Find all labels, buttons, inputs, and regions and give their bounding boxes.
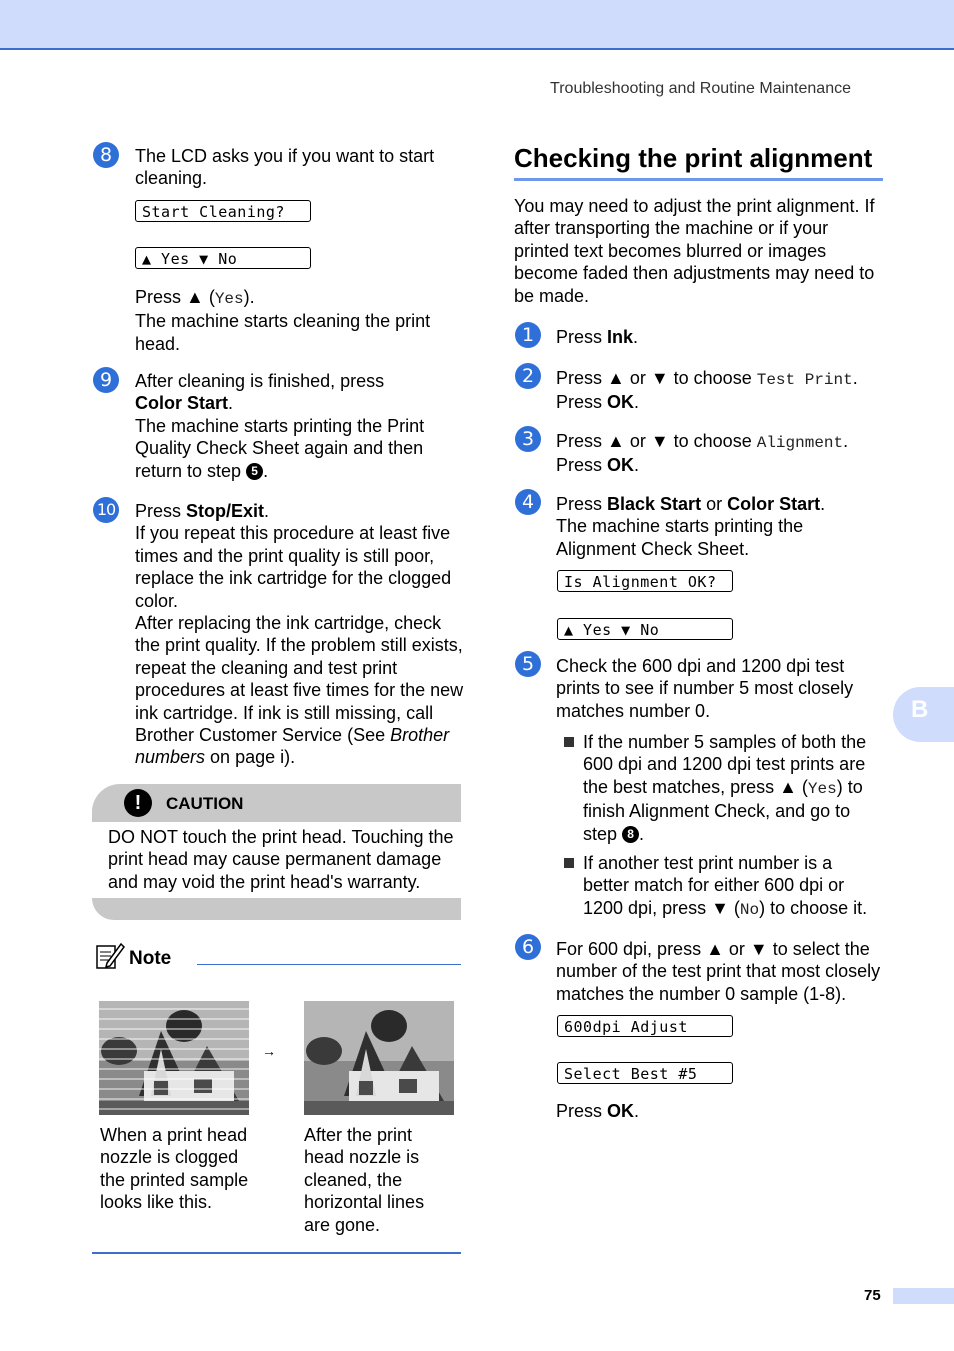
step-number-badge: 3	[515, 426, 541, 452]
menu-alignment: Alignment	[756, 434, 844, 452]
section-title: Checking the print alignment	[514, 143, 873, 173]
cleaned-sample-image	[304, 1001, 454, 1115]
punct: .	[633, 327, 639, 347]
press-suffix: ).	[243, 287, 255, 307]
running-header: Troubleshooting and Routine Maintenance	[550, 80, 851, 97]
caution-header-bar	[92, 784, 461, 822]
punct: .	[852, 368, 858, 388]
punct: .	[634, 392, 640, 413]
press-text: Press ▲ (	[135, 287, 215, 307]
step-10-text-a: If you repeat this procedure at least five times and the print quality is still poor, replace the ink cartridge for the clogged color.	[135, 523, 452, 611]
or-text: or	[701, 494, 728, 514]
brother-numbers-ref: Brother numbers	[135, 725, 450, 768]
step-number-badge: 6	[515, 934, 541, 960]
page-number: 75	[864, 1287, 881, 1304]
bullet-2-text: If another test print number is a better match for either 600 dpi or 1200 dpi, press ▼ (	[583, 853, 845, 918]
press-text: Press	[556, 392, 608, 413]
choose-text: Press ▲ or ▼ to choose	[556, 431, 757, 451]
lcd-display-yes-no: ▲ Yes ▼ No	[135, 247, 311, 269]
step-3-text	[556, 430, 886, 477]
choose-text: Press ▲ or ▼ to choose	[556, 368, 757, 388]
step-number-badge: 10	[93, 497, 119, 523]
step-5-text: Check the 600 dpi and 1200 dpi test prints to see if number 5 most closely matches number 0.	[556, 656, 854, 721]
chapter-side-tab	[893, 687, 954, 742]
bullet-1-text: If the number 5 samples of both the 600 dpi and 1200 dpi test prints are the best matches, press ▲ (	[583, 732, 867, 797]
title-underline	[514, 178, 883, 181]
step-number-badge: 9	[93, 367, 119, 393]
punct: .	[634, 1101, 640, 1121]
step-1-text	[556, 326, 638, 348]
step-number-badge: 4	[515, 489, 541, 515]
step-10-text-c: on page i).	[210, 747, 296, 768]
step-2-text	[556, 367, 886, 414]
menu-test-print: Test Print	[756, 371, 853, 389]
caution-title: CAUTION	[166, 794, 244, 813]
arrow-icon: →	[262, 1043, 276, 1059]
exclamation-icon: !	[124, 789, 152, 817]
step-10-text-b: After replacing the ink cartridge, check the print quality. If the problem still exists, repeat the cleaning and test print procedures at least five times for the new ink cartridge. If ink is still missing, call Brother Customer Service (See	[135, 613, 464, 746]
lcd-key-no: No	[739, 900, 760, 919]
caption-cleaned: After the print head nozzle is cleaned, the horizontal lines are gone.	[304, 1125, 425, 1235]
intro-paragraph: You may need to adjust the print alignment. If after transporting the machine or if your printed text becomes blurred or images become faded then adjustments may need to be made.	[514, 196, 875, 306]
step-ref-badge: 8	[622, 826, 639, 843]
step-4-text	[556, 493, 886, 560]
lcd-display-is-alignment-ok: Is Alignment OK?	[557, 570, 733, 592]
step-9-text-c: The machine starts printing the Print Quality Check Sheet again and then return to step	[135, 415, 425, 481]
step-number-badge: 1	[515, 322, 541, 348]
ink-key: Ink	[607, 327, 634, 347]
step-6-text: For 600 dpi, press ▲ or ▼ to select the number of the test print that most closely matches the number 0 sample (1-8).	[556, 939, 881, 1004]
press-text: Press	[556, 1101, 608, 1121]
step-6-press-ok	[556, 1100, 639, 1122]
step-8-instruction	[135, 286, 465, 355]
stop-exit-key: Stop/Exit	[186, 501, 265, 521]
step-10-text	[135, 500, 465, 769]
press-text: Press	[135, 501, 187, 521]
ok-key: OK	[607, 392, 635, 413]
lcd-display-start-cleaning: Start Cleaning?	[135, 200, 311, 222]
ok-key: OK	[607, 1101, 635, 1121]
punct: .	[634, 455, 640, 476]
page-number-bar	[893, 1288, 954, 1304]
note-pencil-icon	[95, 941, 125, 971]
punct: .	[264, 501, 270, 521]
punct: .	[843, 431, 849, 451]
press-text: Press	[556, 327, 608, 347]
bullet-1-text-b: ) to finish Alignment Check, and go to step	[583, 776, 863, 844]
caption-clogged: When a print head nozzle is clogged the printed sample looks like this.	[100, 1125, 249, 1213]
punct: .	[639, 823, 645, 844]
bullet-2-text-b: ) to choose it.	[759, 897, 868, 918]
lcd-key-yes: Yes	[214, 290, 244, 308]
press-text: Press	[556, 494, 608, 514]
step-9-text-a: After cleaning is finished, press	[135, 371, 385, 391]
step-number-badge: 5	[515, 651, 541, 677]
step-number-badge: 2	[515, 363, 541, 389]
punct: .	[228, 393, 234, 414]
step-8-result: The machine starts cleaning the print head.	[135, 311, 431, 354]
step-8-text: The LCD asks you if you want to start cleaning.	[135, 146, 435, 189]
lcd-display-600dpi-adjust: 600dpi Adjust	[557, 1015, 733, 1037]
step-9-text	[135, 370, 465, 482]
color-start-key: Color Start	[727, 494, 821, 514]
press-text: Press	[556, 455, 608, 476]
ok-key: OK	[607, 455, 635, 476]
step-ref-badge: 5	[246, 463, 263, 480]
caution-text: DO NOT touch the print head. Touching the print head may cause permanent damage and may void the print head's warranty.	[108, 827, 454, 892]
color-start-key: Color Start	[135, 393, 229, 414]
chapter-letter: B	[911, 696, 929, 723]
lcd-display-select-best: Select Best #5	[557, 1062, 733, 1084]
step-5-bullet-2	[583, 852, 883, 921]
lcd-key-yes: Yes	[807, 779, 837, 798]
bullet-square-icon	[564, 737, 574, 747]
top-banner	[0, 0, 954, 50]
clogged-sample-image	[99, 1001, 249, 1115]
note-bottom-divider	[92, 1252, 461, 1254]
punct: .	[263, 460, 269, 481]
note-title: Note	[129, 948, 172, 969]
lcd-display-yes-no: ▲ Yes ▼ No	[557, 618, 733, 640]
caution-footer-bar	[92, 898, 461, 920]
punct: .	[820, 494, 826, 514]
step-5-bullet-1	[583, 731, 883, 845]
black-start-key: Black Start	[607, 494, 702, 514]
step-4-result: The machine starts printing the Alignment Check Sheet.	[556, 516, 804, 559]
step-number-badge: 8	[93, 142, 119, 168]
note-divider	[197, 964, 461, 965]
bullet-square-icon	[564, 858, 574, 868]
